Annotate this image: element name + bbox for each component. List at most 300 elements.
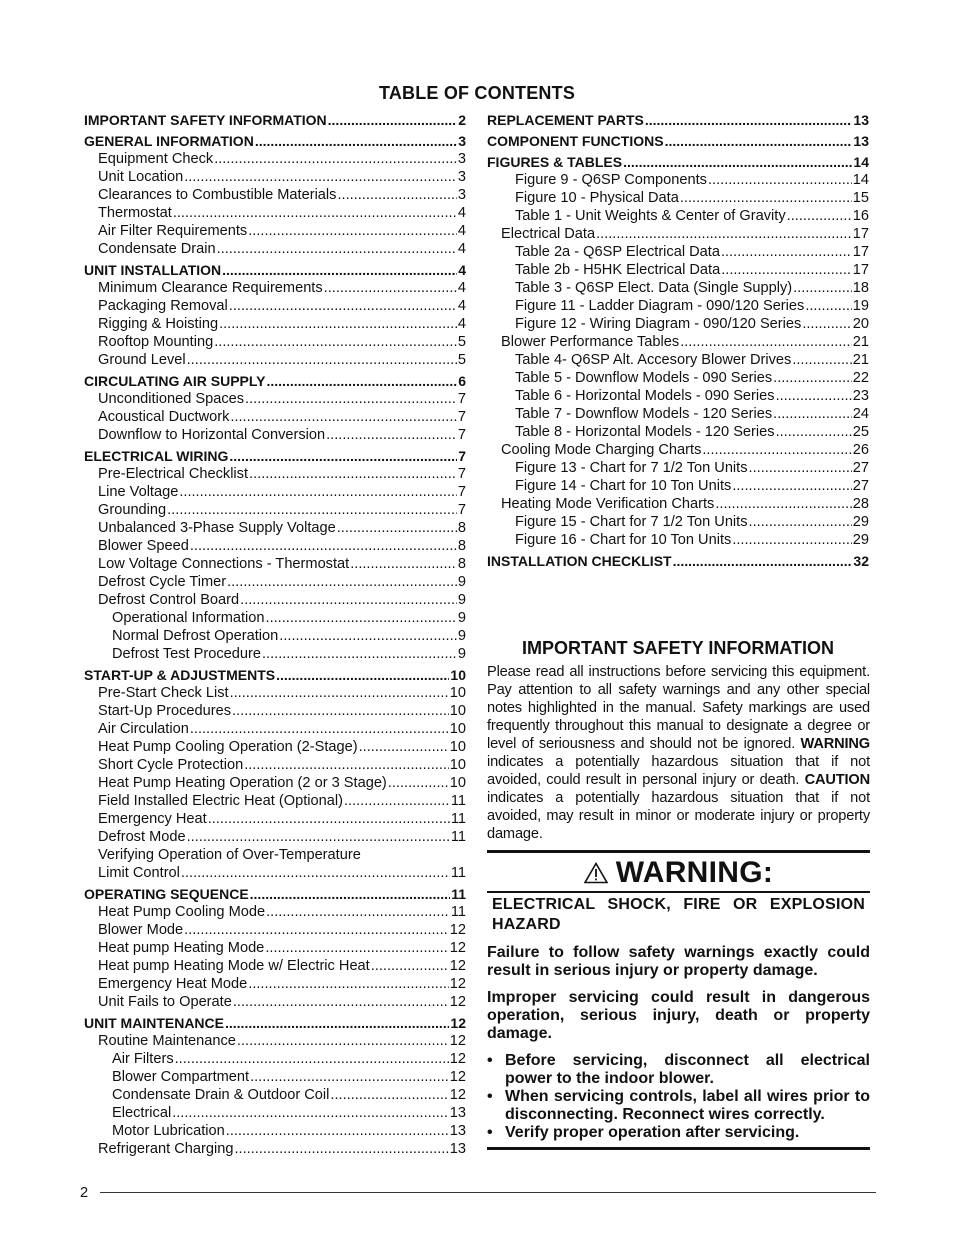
toc-entry[interactable]: [84, 315, 466, 333]
toc-dot-leader: [776, 423, 852, 441]
toc-page-number: 5: [457, 334, 466, 350]
toc-page-number: 5: [457, 352, 466, 368]
toc-page-number: 28: [852, 496, 869, 512]
toc-page-number: 3: [458, 133, 466, 149]
toc-entry-label: Unconditioned Spaces: [98, 391, 245, 407]
toc-page-number: 4: [457, 241, 466, 257]
toc-page-number: 27: [852, 460, 869, 476]
toc-entry[interactable]: [84, 957, 466, 975]
toc-dot-leader: [328, 111, 458, 129]
toc-dot-leader: [172, 1104, 449, 1122]
toc-entry[interactable]: [84, 828, 466, 846]
toc-entry[interactable]: [487, 495, 869, 513]
toc-page-number: 17: [852, 226, 869, 242]
toc-entry[interactable]: [487, 189, 869, 207]
toc-entry-label: Thermostat: [98, 205, 172, 221]
toc-section-heading[interactable]: [487, 153, 869, 171]
toc-section-heading[interactable]: [84, 132, 466, 150]
toc-page-number: 29: [852, 514, 869, 530]
toc-entry[interactable]: [84, 702, 466, 720]
toc-dot-leader: [222, 261, 457, 279]
toc-page-number: 14: [852, 172, 869, 188]
toc-dot-leader: [279, 627, 457, 645]
toc-entry[interactable]: [84, 465, 466, 483]
toc-dot-leader: [805, 297, 851, 315]
toc-entry-label: Clearances to Combustible Materials: [98, 187, 337, 203]
toc-entry-label: Emergency Heat Mode: [98, 976, 248, 992]
toc-entry-label: Operational Information: [112, 610, 265, 626]
toc-dot-leader: [175, 1050, 449, 1068]
toc-dot-leader: [249, 465, 457, 483]
toc-page-number: 15: [852, 190, 869, 206]
warning-top-rule: [487, 850, 870, 853]
toc-entry-label: Emergency Heat: [98, 811, 207, 827]
toc-entry[interactable]: [84, 846, 466, 864]
toc-page-number: 29: [852, 532, 869, 548]
toc-entry-label: Condensate Drain & Outdoor Coil: [112, 1087, 330, 1103]
toc-dot-leader: [225, 1014, 449, 1032]
caution-term: CAUTION: [804, 772, 870, 788]
toc-dot-leader: [792, 351, 851, 369]
toc-dot-leader: [227, 573, 457, 591]
toc-page-number: 12: [449, 940, 466, 956]
toc-entry[interactable]: [487, 387, 869, 405]
toc-entry[interactable]: [487, 171, 869, 189]
toc-page-number: 4: [457, 298, 466, 314]
bullet-icon: •: [487, 1052, 493, 1069]
toc-entry[interactable]: [487, 531, 869, 549]
toc-entry[interactable]: [84, 993, 466, 1011]
warning-term: WARNING: [800, 736, 870, 752]
toc-entry[interactable]: [84, 1122, 466, 1140]
toc-entry[interactable]: [84, 684, 466, 702]
toc-entry-label: Heat Pump Cooling Mode: [98, 904, 266, 920]
toc-dot-leader: [802, 315, 851, 333]
toc-entry-label: Equipment Check: [98, 151, 214, 167]
toc-entry[interactable]: [487, 441, 869, 459]
toc-entry-label: INSTALLATION CHECKLIST: [487, 553, 672, 569]
toc-dot-leader: [214, 333, 457, 351]
toc-dot-leader: [344, 792, 450, 810]
toc-page-number: 8: [457, 538, 466, 554]
toc-dot-leader: [276, 666, 449, 684]
toc-entry-label: Defrost Test Procedure: [112, 646, 261, 662]
toc-section-heading[interactable]: [84, 372, 466, 390]
toc-page-number: 6: [458, 373, 466, 389]
toc-page-number: 12: [449, 1069, 466, 1085]
warning-bullet-text: Verify proper operation after servicing.: [505, 1124, 800, 1141]
toc-entry[interactable]: [487, 459, 869, 477]
toc-right-column: [487, 111, 869, 570]
toc-section-heading[interactable]: [84, 885, 466, 903]
toc-page-number: 7: [457, 391, 466, 407]
toc-dot-leader: [673, 552, 853, 570]
toc-entry[interactable]: [84, 774, 466, 792]
toc-page-number: 9: [457, 646, 466, 662]
toc-dot-leader: [680, 189, 852, 207]
toc-dot-leader: [230, 408, 456, 426]
toc-entry[interactable]: [84, 1068, 466, 1086]
page-number: 2: [80, 1185, 89, 1201]
toc-section-heading[interactable]: [84, 111, 466, 129]
toc-entry[interactable]: [84, 426, 466, 444]
toc-entry[interactable]: [84, 975, 466, 993]
toc-page-number: 9: [457, 610, 466, 626]
toc-dot-leader: [708, 171, 852, 189]
toc-page-number: 11: [450, 904, 466, 920]
toc-page-number: 7: [458, 448, 466, 464]
bullet-icon: •: [487, 1088, 493, 1105]
toc-section-heading[interactable]: [84, 1014, 466, 1032]
warning-bullet-list: [487, 1052, 870, 1142]
toc-entry[interactable]: [487, 513, 869, 531]
toc-entry-label: Acoustical Ductwork: [98, 409, 230, 425]
toc-entry-label: FIGURES & TABLES: [487, 154, 623, 170]
toc-dot-leader: [167, 501, 457, 519]
toc-dot-leader: [793, 279, 852, 297]
toc-section-heading[interactable]: [84, 447, 466, 465]
toc-dot-leader: [229, 447, 457, 465]
toc-page-number: 27: [852, 478, 869, 494]
toc-page-number: 17: [852, 262, 869, 278]
toc-page-number: 4: [458, 262, 466, 278]
toc-dot-leader: [265, 939, 448, 957]
toc-entry[interactable]: [84, 186, 466, 204]
toc-dot-leader: [219, 315, 457, 333]
toc-section-heading[interactable]: [84, 261, 466, 279]
toc-dot-leader: [326, 426, 457, 444]
toc-entry[interactable]: [84, 351, 466, 369]
toc-page-number: 7: [457, 466, 466, 482]
toc-entry-label: Figure 10 - Physical Data: [515, 190, 679, 206]
toc-dot-leader: [266, 903, 450, 921]
toc-section-heading[interactable]: [84, 666, 466, 684]
toc-entry-label: Condensate Drain: [98, 241, 216, 257]
toc-dot-leader: [248, 975, 449, 993]
toc-page-number: 8: [457, 520, 466, 536]
toc-page-number: 24: [852, 406, 869, 422]
toc-page-number: 13: [449, 1123, 466, 1139]
toc-dot-leader: [214, 150, 457, 168]
toc-entry-label: Heat pump Heating Mode w/ Electric Heat: [98, 958, 370, 974]
toc-entry[interactable]: [84, 222, 466, 240]
toc-entry-label: Electrical: [112, 1105, 172, 1121]
toc-left-column: [84, 111, 466, 1158]
toc-page-number: 10: [449, 757, 466, 773]
toc-dot-leader: [184, 921, 449, 939]
toc-entry-label: Heat Pump Cooling Operation (2-Stage): [98, 739, 358, 755]
toc-entry-label: Verifying Operation of Over-Temperature: [98, 847, 361, 863]
toc-entry[interactable]: [84, 1050, 466, 1068]
caution-definition: indicates a potentially hazardous situation that if not avoided, may result in minor or moderate injury or property damage.: [487, 790, 870, 842]
toc-page-number: 13: [853, 133, 869, 149]
toc-entry-label: Pre-Electrical Checklist: [98, 466, 249, 482]
toc-entry[interactable]: [84, 756, 466, 774]
toc-entry[interactable]: [84, 645, 466, 663]
toc-page-number: 3: [457, 187, 466, 203]
toc-entry-label: UNIT MAINTENANCE: [84, 1015, 224, 1031]
toc-entry-label: Blower Mode: [98, 922, 184, 938]
toc-page-number: 11: [450, 829, 466, 845]
toc-page-number: 10: [449, 721, 466, 737]
toc-dot-leader: [244, 756, 449, 774]
toc-dot-leader: [237, 1032, 449, 1050]
toc-entry-label: Heating Mode Verification Charts: [501, 496, 715, 512]
toc-page-number: 4: [457, 223, 466, 239]
toc-entry-label: Blower Compartment: [112, 1069, 250, 1085]
toc-entry[interactable]: [84, 609, 466, 627]
toc-dot-leader: [371, 957, 449, 975]
toc-dot-leader: [732, 477, 851, 495]
toc-dot-leader: [388, 774, 449, 792]
toc-entry-label: Figure 11 - Ladder Diagram - 090/120 Series: [515, 298, 805, 314]
toc-dot-leader: [596, 225, 852, 243]
toc-page-number: 12: [450, 1015, 466, 1031]
toc-entry-label: OPERATING SEQUENCE: [84, 886, 249, 902]
toc-entry-label: Grounding: [98, 502, 167, 518]
toc-entry[interactable]: [84, 1032, 466, 1050]
toc-section-heading[interactable]: [487, 552, 869, 570]
toc-page-number: 9: [457, 628, 466, 644]
toc-dot-leader: [721, 243, 852, 261]
toc-entry[interactable]: [487, 423, 869, 441]
toc-entry-label: Routine Maintenance: [98, 1033, 236, 1049]
toc-dot-leader: [190, 537, 457, 555]
toc-page-number: 17: [852, 244, 869, 260]
toc-page-number: 7: [457, 409, 466, 425]
toc-entry-label: Unbalanced 3-Phase Supply Voltage: [98, 520, 336, 536]
toc-entry[interactable]: [84, 297, 466, 315]
toc-dot-leader: [337, 186, 456, 204]
toc-entry-label: Blower Speed: [98, 538, 189, 554]
toc-entry[interactable]: [84, 627, 466, 645]
toc-dot-leader: [715, 495, 851, 513]
toc-dot-leader: [266, 609, 457, 627]
toc-entry[interactable]: [487, 225, 869, 243]
toc-entry-label: Table 5 - Downflow Models - 090 Series: [515, 370, 773, 386]
toc-entry[interactable]: [84, 537, 466, 555]
toc-entry[interactable]: [84, 519, 466, 537]
toc-entry-label: Figure 14 - Chart for 10 Ton Units: [515, 478, 732, 494]
toc-entry-label: Motor Lubrication: [112, 1123, 225, 1139]
toc-entry[interactable]: [84, 1140, 466, 1158]
toc-entry-label: Table 7 - Downflow Models - 120 Series: [515, 406, 773, 422]
toc-page-number: 12: [449, 958, 466, 974]
toc-entry-label: Table 3 - Q6SP Elect. Data (Single Supply): [515, 280, 793, 296]
toc-entry[interactable]: [487, 297, 869, 315]
toc-entry-label: UNIT INSTALLATION: [84, 262, 222, 278]
toc-dot-leader: [773, 405, 852, 423]
toc-dot-leader: [250, 885, 451, 903]
toc-entry[interactable]: [84, 204, 466, 222]
toc-entry[interactable]: [84, 390, 466, 408]
toc-entry-label: Table 8 - Horizontal Models - 120 Series: [515, 424, 775, 440]
toc-page-number: 8: [457, 556, 466, 572]
toc-entry-label: Table 2a - Q6SP Electrical Data: [515, 244, 720, 260]
toc-page-number: 26: [852, 442, 869, 458]
toc-dot-leader: [184, 168, 457, 186]
toc-page-number: 12: [449, 922, 466, 938]
toc-page-number: 21: [852, 352, 869, 368]
toc-entry-label: Low Voltage Connections - Thermostat: [98, 556, 350, 572]
toc-entry-label: Rigging & Hoisting: [98, 316, 219, 332]
toc-dot-leader: [645, 111, 853, 129]
toc-entry[interactable]: [487, 369, 869, 387]
warning-title-text: WARNING:: [615, 856, 774, 889]
toc-entry-label: Cooling Mode Charging Charts: [501, 442, 702, 458]
toc-entry-label: Refrigerant Charging: [98, 1141, 234, 1157]
toc-dot-leader: [262, 645, 457, 663]
toc-entry-label: Figure 13 - Chart for 7 1/2 Ton Units: [515, 460, 748, 476]
toc-entry-label: CIRCULATING AIR SUPPLY: [84, 373, 266, 389]
toc-entry-label: Air Circulation: [98, 721, 189, 737]
warning-paragraph-1: Failure to follow safety warnings exactly could result in serious injury or property damage.: [487, 944, 870, 979]
toc-entry[interactable]: [487, 279, 869, 297]
toc-entry[interactable]: [84, 591, 466, 609]
toc-entry-label: Figure 9 - Q6SP Components: [515, 172, 707, 188]
toc-entry[interactable]: [84, 240, 466, 258]
toc-entry-label: Defrost Mode: [98, 829, 186, 845]
toc-entry-label: IMPORTANT SAFETY INFORMATION: [84, 112, 327, 128]
toc-entry-label: Field Installed Electric Heat (Optional): [98, 793, 343, 809]
toc-page-number: 12: [449, 1033, 466, 1049]
toc-page-number: 4: [457, 316, 466, 332]
toc-page-number: 3: [457, 151, 466, 167]
toc-entry-label: Packaging Removal: [98, 298, 228, 314]
toc-page-number: 10: [449, 703, 466, 719]
toc-page-number: 4: [457, 205, 466, 221]
toc-entry[interactable]: [487, 333, 869, 351]
toc-entry[interactable]: [84, 483, 466, 501]
toc-entry-label: Air Filter Requirements: [98, 223, 248, 239]
toc-entry-label: Start-Up Procedures: [98, 703, 232, 719]
toc-page-number: 13: [853, 112, 869, 128]
toc-dot-leader: [359, 738, 449, 756]
warning-bullet-text: When servicing controls, label all wires prior to disconnecting. Reconnect wires correctly.: [505, 1088, 870, 1123]
toc-entry[interactable]: [84, 921, 466, 939]
toc-entry-label: Minimum Clearance Requirements: [98, 280, 323, 296]
toc-entry-label: Table 6 - Horizontal Models - 090 Series: [515, 388, 775, 404]
toc-entry[interactable]: [84, 738, 466, 756]
toc-entry[interactable]: [84, 573, 466, 591]
toc-title: TABLE OF CONTENTS: [378, 83, 576, 103]
toc-dot-leader: [776, 387, 852, 405]
toc-entry[interactable]: [84, 168, 466, 186]
toc-page-number: 10: [449, 685, 466, 701]
toc-dot-leader: [702, 441, 851, 459]
toc-page-number: 13: [449, 1105, 466, 1121]
toc-entry-label: Normal Defrost Operation: [112, 628, 279, 644]
toc-entry[interactable]: [84, 150, 466, 168]
toc-entry[interactable]: [84, 939, 466, 957]
toc-page-number: 21: [852, 334, 869, 350]
toc-entry-label: Short Cycle Protection: [98, 757, 244, 773]
toc-entry[interactable]: [84, 279, 466, 297]
toc-page-number: 10: [450, 667, 466, 683]
safety-section-title: IMPORTANT SAFETY INFORMATION: [522, 638, 834, 658]
toc-entry[interactable]: [84, 501, 466, 519]
toc-dot-leader: [187, 351, 457, 369]
footer-rule: [100, 1192, 876, 1193]
toc-dot-leader: [250, 1068, 449, 1086]
toc-entry[interactable]: [84, 555, 466, 573]
toc-page-number: 9: [457, 592, 466, 608]
toc-entry[interactable]: [84, 1086, 466, 1104]
toc-entry[interactable]: [487, 243, 869, 261]
toc-page-number: 4: [457, 280, 466, 296]
warning-bullet: [487, 1088, 870, 1124]
toc-section-heading[interactable]: [487, 111, 869, 129]
toc-page-number: 23: [852, 388, 869, 404]
toc-page-number: 12: [449, 976, 466, 992]
toc-entry[interactable]: [84, 810, 466, 828]
toc-dot-leader: [721, 261, 852, 279]
toc-dot-leader: [226, 1122, 449, 1140]
toc-entry-label: Unit Location: [98, 169, 184, 185]
toc-dot-leader: [232, 702, 449, 720]
toc-entry[interactable]: [487, 315, 869, 333]
toc-entry[interactable]: [84, 792, 466, 810]
toc-entry-label: Figure 15 - Chart for 7 1/2 Ton Units: [515, 514, 748, 530]
toc-dot-leader: [749, 459, 852, 477]
toc-entry[interactable]: [487, 207, 869, 225]
toc-entry-label: Blower Performance Tables: [501, 334, 680, 350]
toc-page-number: 11: [451, 886, 466, 902]
toc-entry-label: Heat Pump Heating Operation (2 or 3 Stage): [98, 775, 387, 791]
warning-title: [487, 854, 870, 892]
toc-section-heading[interactable]: [487, 132, 869, 150]
toc-dot-leader: [337, 519, 457, 537]
warning-definition: indicates a potentially hazardous situation that if not avoided, could result in personal injury or death.: [487, 754, 870, 788]
toc-entry-label: Figure 12 - Wiring Diagram - 090/120 Series: [515, 316, 802, 332]
toc-entry[interactable]: [487, 477, 869, 495]
toc-entry-label: Limit Control: [98, 865, 180, 881]
toc-page-number: 7: [457, 484, 466, 500]
toc-page-number: 16: [852, 208, 869, 224]
toc-entry[interactable]: [84, 864, 466, 882]
toc-dot-leader: [240, 591, 457, 609]
warning-triangle-icon: [584, 862, 608, 884]
toc-entry[interactable]: [84, 1104, 466, 1122]
toc-entry[interactable]: [84, 720, 466, 738]
toc-page-number: 18: [852, 280, 869, 296]
toc-page-number: 19: [852, 298, 869, 314]
toc-entry[interactable]: [487, 405, 869, 423]
safety-paragraph: [487, 663, 870, 843]
toc-entry-label: Figure 16 - Chart for 10 Ton Units: [515, 532, 732, 548]
toc-entry[interactable]: [487, 261, 869, 279]
toc-page-number: 14: [853, 154, 869, 170]
toc-page-number: 32: [853, 553, 869, 569]
toc-dot-leader: [190, 720, 449, 738]
toc-page-number: 7: [457, 502, 466, 518]
toc-entry[interactable]: [84, 903, 466, 921]
toc-entry-label: Line Voltage: [98, 484, 179, 500]
toc-page-number: 20: [852, 316, 869, 332]
toc-dot-leader: [245, 390, 457, 408]
toc-dot-leader: [623, 153, 852, 171]
toc-dot-leader: [179, 483, 457, 501]
toc-entry-label: Defrost Control Board: [98, 592, 240, 608]
toc-page-number: 3: [457, 169, 466, 185]
toc-entry[interactable]: [487, 351, 869, 369]
toc-dot-leader: [749, 513, 852, 531]
toc-entry[interactable]: [84, 408, 466, 426]
toc-entry[interactable]: [84, 333, 466, 351]
hazard-heading: ELECTRICAL SHOCK, FIRE OR EXPLOSION HAZARD: [492, 896, 865, 933]
toc-page-number: 11: [450, 865, 466, 881]
toc-page-number: 12: [449, 1051, 466, 1067]
